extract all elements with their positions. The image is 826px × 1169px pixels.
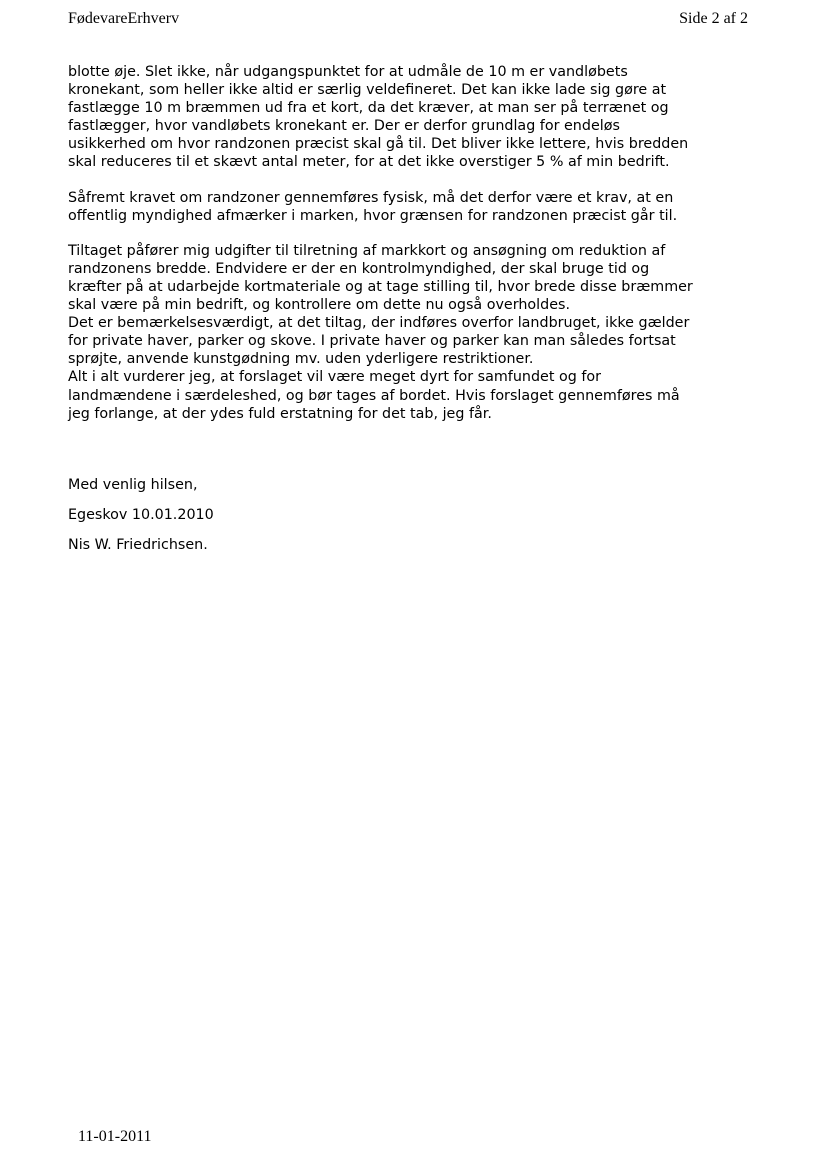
text-line: kronekant, som heller ikke altid er særlig veldefineret. Det kan ikke lade sig gøre at <box>68 82 667 99</box>
paragraph-1 <box>68 63 754 172</box>
text-line: skal være på min bedrift, og kontrollere om dette nu også overholdes. <box>68 297 570 314</box>
text-line: offentlig myndighed afmærker i marken, hvor grænsen for randzonen præcist går til. <box>68 207 678 224</box>
text-line: jeg forlange, at der ydes fuld erstatning for det tab, jeg får. <box>68 405 492 422</box>
text-line: kræfter på at udarbejde kortmateriale og at tage stilling til, hvor brede disse bræmmer <box>68 278 693 295</box>
text-line: usikkerhed om hvor randzonen præcist skal gå til. Det bliver ikke lettere, hvis bredden <box>68 136 689 153</box>
text-line: Såfremt kravet om randzoner gennemføres fysisk, må det derfor være et krav, at en <box>68 189 674 206</box>
paragraph-3 <box>68 242 754 423</box>
closing-greeting: Med venlig hilsen, <box>68 477 198 493</box>
text-line: blotte øje. Slet ikke, når udgangspunktet for at udmåle de 10 m er vandløbets <box>68 64 628 80</box>
paragraph-2 <box>68 189 754 225</box>
text-line: skal reduceres til et skævt antal meter, for at det ikke overstiger 5 % af min bedrift. <box>68 154 670 171</box>
text-line: sprøjte, anvende kunstgødning mv. uden yderligere restriktioner. <box>68 351 534 368</box>
header-organization: FødevareErhverv <box>68 10 180 27</box>
text-line: Alt i alt vurderer jeg, at forslaget vil være meget dyrt for samfundet og for <box>68 369 602 386</box>
text-line: randzonens bredde. Endvidere er der en kontrolmyndighed, der skal bruge tid og <box>68 260 650 277</box>
text-line: fastlægger, hvor vandløbets kronekant er. Der er derfor grundlag for endeløs <box>68 118 620 135</box>
page-number: Side 2 af 2 <box>679 10 748 27</box>
text-line: Tiltaget påfører mig udgifter til tilretning af markkort og ansøgning om reduktion af <box>68 242 666 259</box>
text-line: fastlægge 10 m bræmmen ud fra et kort, da det kræver, at man ser på terrænet og <box>68 100 669 117</box>
text-line: landmændene i særdeleshed, og bør tages af bordet. Hvis forslaget gennemføres må <box>68 387 680 404</box>
footer-date: 11-01-2011 <box>78 1128 152 1145</box>
text-line: Det er bemærkelsesværdigt, at det tiltag, der indføres overfor landbruget, ikke gælder <box>68 315 690 332</box>
text-line: for private haver, parker og skove. I private haver og parker kan man således fortsat <box>68 333 676 350</box>
closing-place-date: Egeskov 10.01.2010 <box>68 507 214 523</box>
signature-name: Nis W. Friedrichsen. <box>68 537 208 553</box>
letter-body <box>68 63 754 423</box>
